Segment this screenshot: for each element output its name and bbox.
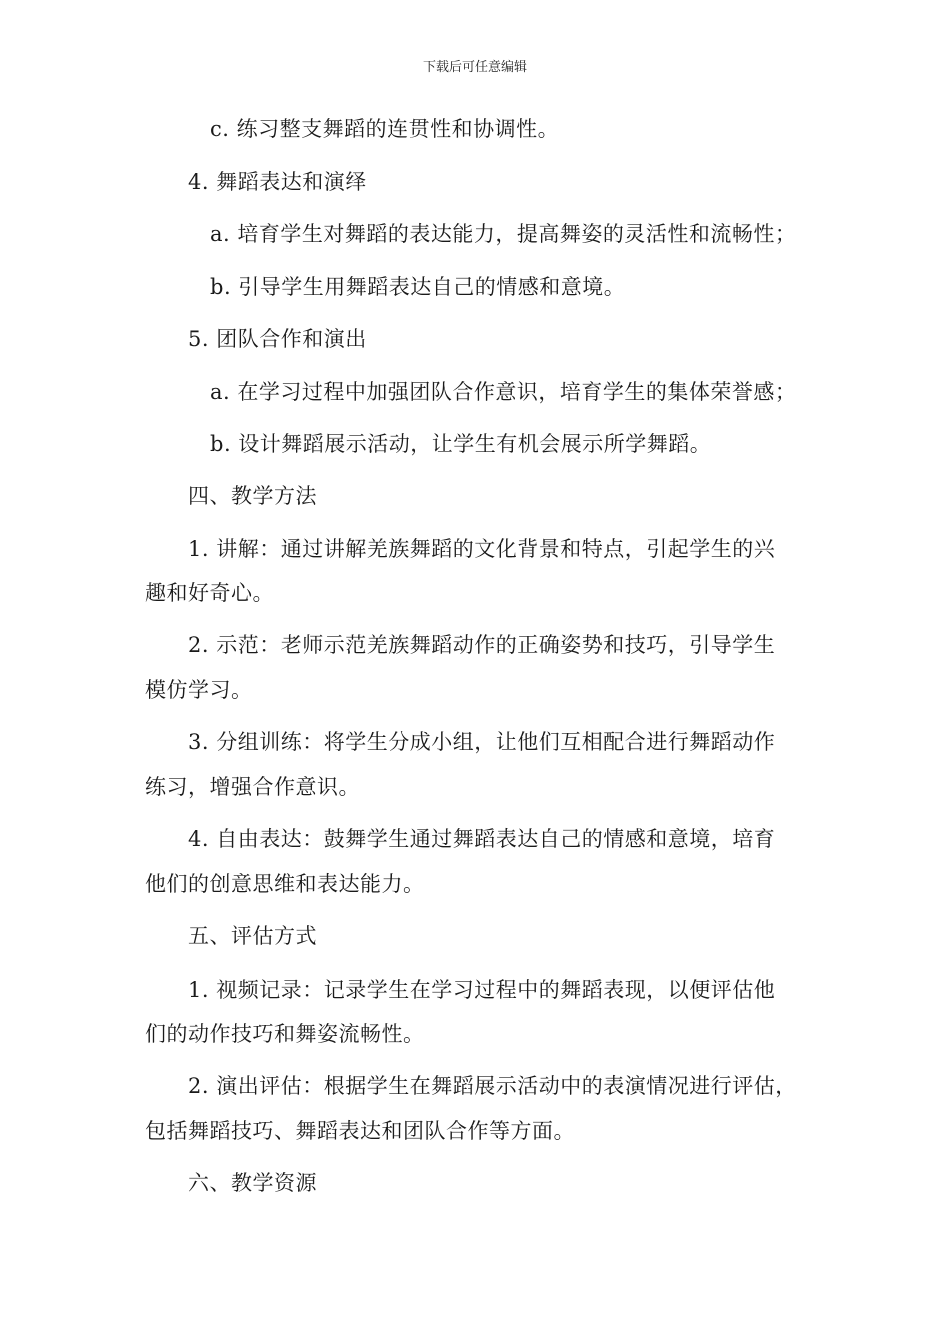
paragraph-line: 4. 自由表达：鼓舞学生通过舞蹈表达自己的情感和意境，培育 xyxy=(188,827,776,851)
section-heading: 五、评估方式 xyxy=(188,924,317,948)
paragraph-line: 包括舞蹈技巧、舞蹈表达和团队合作等方面。 xyxy=(145,1119,575,1143)
sub-item-b: b. 引导学生用舞蹈表达自己的情感和意境。 xyxy=(210,275,626,299)
page-header: 下载后可任意编辑 xyxy=(422,60,527,75)
list-item-4: 4. 舞蹈表达和演绎 xyxy=(188,170,367,194)
paragraph-line: 1. 讲解：通过讲解羌族舞蹈的文化背景和特点，引起学生的兴 xyxy=(188,537,776,561)
paragraph-line: 趣和好奇心。 xyxy=(145,581,274,605)
paragraph-line: 1. 视频记录：记录学生在学习过程中的舞蹈表现，以便评估他 xyxy=(188,978,776,1002)
paragraph-line: 2. 示范：老师示范羌族舞蹈动作的正确姿势和技巧，引导学生 xyxy=(188,633,776,657)
sub-item-a: a. 培育学生对舞蹈的表达能力，提高舞姿的灵活性和流畅性； xyxy=(210,222,797,246)
sub-item-c: c. 练习整支舞蹈的连贯性和协调性。 xyxy=(210,117,560,141)
paragraph-line: 们的动作技巧和舞姿流畅性。 xyxy=(145,1022,425,1046)
paragraph-line: 练习，增强合作意识。 xyxy=(145,775,360,799)
section-heading: 六、教学资源 xyxy=(188,1171,317,1195)
paragraph-line: 2. 演出评估：根据学生在舞蹈展示活动中的表演情况进行评估， xyxy=(188,1074,797,1098)
paragraph-line: 模仿学习。 xyxy=(145,678,253,702)
paragraph-line: 3. 分组训练：将学生分成小组，让他们互相配合进行舞蹈动作 xyxy=(188,730,776,754)
list-item-5: 5. 团队合作和演出 xyxy=(188,327,367,351)
sub-item-a: a. 在学习过程中加强团队合作意识，培育学生的集体荣誉感； xyxy=(210,380,797,404)
section-heading: 四、教学方法 xyxy=(188,484,317,508)
sub-item-b: b. 设计舞蹈展示活动，让学生有机会展示所学舞蹈。 xyxy=(210,432,712,456)
paragraph-line: 他们的创意思维和表达能力。 xyxy=(145,872,425,896)
